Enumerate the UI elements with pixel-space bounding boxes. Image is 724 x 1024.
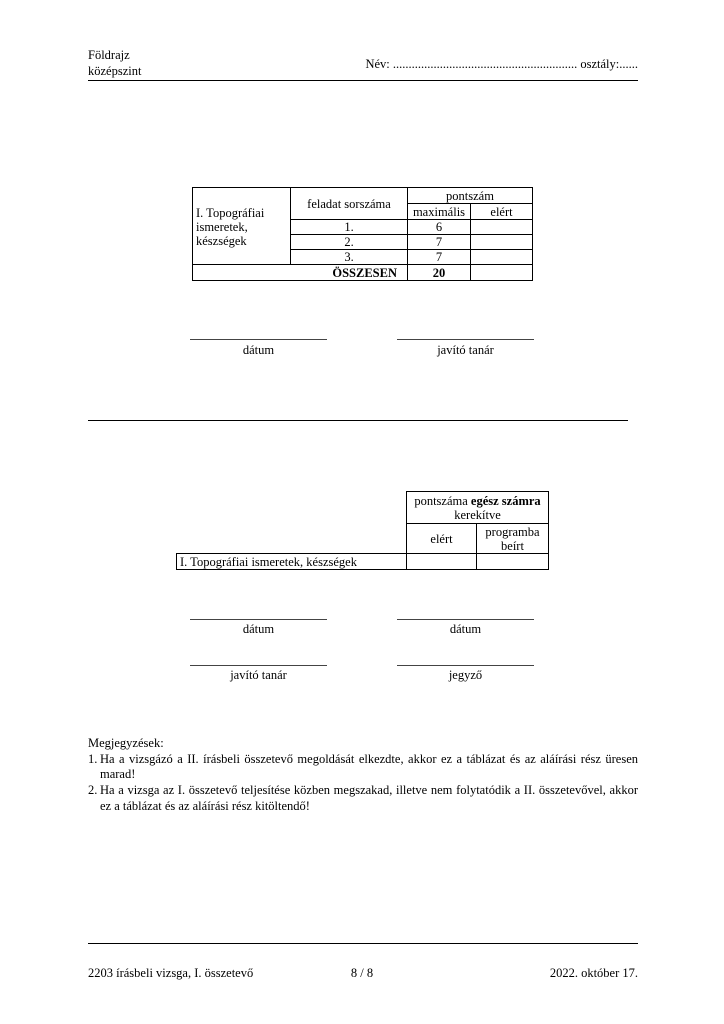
entered-header: programba beírt (477, 524, 549, 554)
corrector-label: javító tanár (437, 343, 494, 357)
corrector-signature-line[interactable] (190, 665, 327, 666)
subject-label: Földrajz (88, 48, 130, 62)
total-label: ÖSSZESEN (193, 265, 408, 281)
table-row (177, 554, 549, 570)
section-label-cell (193, 188, 291, 265)
rounded-points-header: pontszáma egész számra kerekítve (407, 492, 549, 524)
achieved-points[interactable] (407, 554, 477, 570)
rounded-emphasis: egész számra (470, 493, 541, 508)
section-separator (88, 420, 628, 421)
date-signature-line[interactable] (397, 619, 534, 620)
level-label: középszint (88, 63, 142, 78)
rounded-score-table (176, 491, 549, 570)
date-label: dátum (242, 622, 275, 636)
max-points: 7 (408, 250, 471, 265)
empty-corner (177, 492, 407, 524)
topography-score-table (192, 187, 533, 281)
achieved-points[interactable] (471, 235, 533, 250)
achieved-points[interactable] (471, 250, 533, 265)
total-achieved[interactable] (471, 265, 533, 281)
date-signature-line[interactable] (190, 339, 327, 340)
date-label: dátum (242, 343, 275, 357)
notes-list (88, 752, 638, 815)
date-signature-line[interactable] (190, 619, 327, 620)
max-points: 7 (408, 235, 471, 250)
achieved-header: elért (471, 204, 533, 220)
notary-signature-line[interactable] (397, 665, 534, 666)
empty-corner (177, 524, 407, 554)
header-rule (88, 80, 638, 81)
footer-rule (88, 943, 638, 944)
max-points: 6 (408, 220, 471, 235)
note-number: 2. (88, 782, 98, 797)
achieved-header: elért (407, 524, 477, 554)
list-item (88, 783, 638, 814)
task-number-header: feladat sorszáma (291, 188, 408, 220)
total-row (193, 265, 533, 281)
corrector-signature-line[interactable] (397, 339, 534, 340)
notary-label: jegyző (448, 668, 483, 682)
footer-date: 2022. október 17. (549, 966, 638, 980)
entered-points[interactable] (477, 554, 549, 570)
notes-title: Megjegyzések: (88, 736, 164, 750)
section-label: I. Topográfiai ismeretek, készségek (177, 554, 407, 570)
footer-exam-id: 2203 írásbeli vizsga, I. összetevő (88, 966, 254, 980)
name-class-field: Név: ........................................................... osztály:...... (365, 57, 638, 71)
footer-page-number: 8 / 8 (350, 966, 374, 980)
points-header: pontszám (408, 188, 533, 204)
task-number: 2. (291, 235, 408, 250)
list-item (88, 752, 638, 783)
max-header: maximális (408, 204, 471, 220)
date-label: dátum (449, 622, 482, 636)
task-number: 3. (291, 250, 408, 265)
total-max: 20 (408, 265, 471, 281)
corrector-label: javító tanár (230, 668, 287, 682)
notes-section (88, 736, 638, 814)
achieved-points[interactable] (471, 220, 533, 235)
section-label: I. Topográfiai ismeretek, készségek (196, 206, 265, 248)
note-text: Ha a vizsga az I. összetevő teljesítése közben megszakad, illetve nem folytatódik a II. összetevővel, akkor ez a táblázat és az aláírási rész kitöltendő! (100, 782, 638, 813)
task-number: 1. (291, 220, 408, 235)
note-text: Ha a vizsgázó a II. írásbeli összetevő megoldását elkezdte, akkor ez a táblázat és az aláírási rész üresen marad! (100, 751, 638, 782)
note-number: 1. (88, 751, 98, 766)
